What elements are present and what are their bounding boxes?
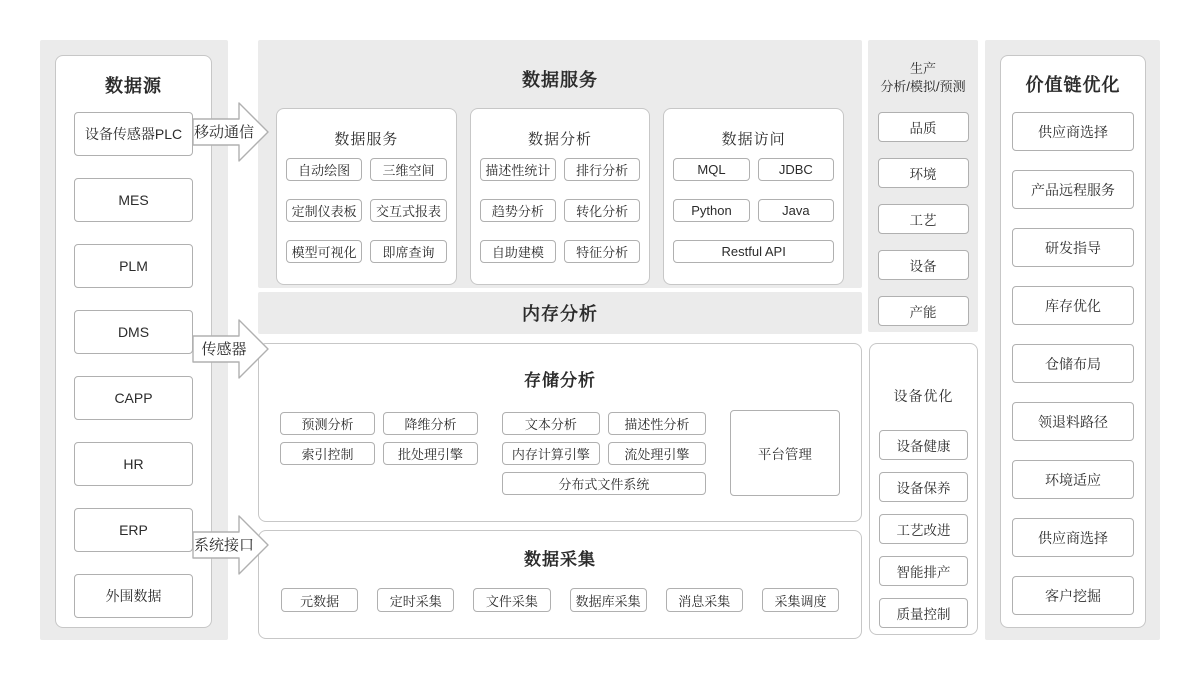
value-chain-node: 仓储布局: [1012, 344, 1134, 383]
production-title-line1: 生产: [909, 61, 936, 76]
data-source-node: HR: [74, 442, 193, 486]
analysis-node: 趋势分析: [480, 199, 556, 222]
storage-analysis-box: [258, 343, 862, 522]
collection-node: 元数据: [281, 588, 358, 612]
storage-node: 预测分析: [280, 412, 375, 435]
device-optimization-items: [870, 430, 977, 640]
storage-content: [259, 412, 861, 496]
value-chain-node: 领退料路径: [1012, 402, 1134, 441]
arrow-label: 移动通信: [193, 123, 254, 141]
data-source-node: 外围数据: [74, 574, 193, 618]
production-node: 设备: [878, 250, 969, 280]
device-optimization-box: [869, 343, 978, 635]
value-chain-node: 研发指导: [1012, 228, 1134, 267]
collection-title: 数据采集: [524, 550, 596, 569]
group-items: [286, 158, 447, 263]
access-node-wide: Restful API: [673, 240, 834, 263]
production-items: [868, 112, 978, 342]
data-sources-title: 数据源: [105, 76, 162, 96]
data-services-groups: [258, 108, 862, 285]
data-source-node: PLM: [74, 244, 193, 288]
value-chain-node: 产品远程服务: [1012, 170, 1134, 209]
group-items: [673, 158, 834, 263]
group-items: [480, 158, 641, 263]
collection-node: 数据库采集: [570, 588, 647, 612]
storage-node: 索引控制: [280, 442, 375, 465]
data-source-node: DMS: [74, 310, 193, 354]
value-chain-node: 库存优化: [1012, 286, 1134, 325]
data-sources-box: [55, 55, 212, 628]
production-analysis-panel: [868, 40, 978, 332]
service-node: 定制仪表板: [286, 199, 362, 222]
analysis-node: 特征分析: [564, 240, 640, 263]
storage-node: 文本分析: [502, 412, 600, 435]
data-services-panel: [258, 40, 862, 288]
analysis-node: 排行分析: [564, 158, 640, 181]
arrow-label: 传感器: [201, 340, 247, 358]
service-group-box: [276, 108, 457, 285]
analysis-node: 转化分析: [564, 199, 640, 222]
production-node: 产能: [878, 296, 969, 326]
access-node: JDBC: [758, 158, 834, 181]
data-source-node: CAPP: [74, 376, 193, 420]
arrow-system-interface: [192, 514, 270, 576]
data-collection-box: [258, 530, 862, 639]
analysis-node: 自助建模: [480, 240, 556, 263]
access-group-box: [663, 108, 844, 285]
production-node: 品质: [878, 112, 969, 142]
storage-node: 降维分析: [383, 412, 478, 435]
collection-node: 定时采集: [377, 588, 454, 612]
data-sources-list: [56, 112, 211, 640]
value-chain-node: 供应商选择: [1012, 518, 1134, 557]
storage-node: 描述性分析: [608, 412, 706, 435]
storage-node: 批处理引擎: [383, 442, 478, 465]
device-node: 质量控制: [879, 598, 968, 628]
value-chain-box: [1000, 55, 1146, 628]
service-node: 三维空间: [370, 158, 446, 181]
access-node: MQL: [673, 158, 749, 181]
value-chain-node: 环境适应: [1012, 460, 1134, 499]
collection-items: [281, 588, 839, 612]
arrow-sensor: [192, 318, 270, 380]
analysis-group-box: [470, 108, 651, 285]
storage-group-2: [502, 412, 706, 495]
service-node: 自动绘图: [286, 158, 362, 181]
collection-node: 消息采集: [666, 588, 743, 612]
data-source-node: ERP: [74, 508, 193, 552]
storage-group-1: [280, 412, 478, 465]
data-source-node: MES: [74, 178, 193, 222]
group-title: 数据服务: [334, 131, 399, 148]
value-chain-title: 价值链优化: [1025, 75, 1121, 95]
value-chain-node: 供应商选择: [1012, 112, 1134, 151]
collection-node: 采集调度: [762, 588, 839, 612]
device-node: 设备健康: [879, 430, 968, 460]
device-optimization-title: 设备优化: [893, 388, 954, 404]
production-node: 环境: [878, 158, 969, 188]
production-title-line2: 分析/模拟/预测: [880, 79, 966, 94]
storage-node: 内存计算引擎: [502, 442, 600, 465]
arrow-label: 系统接口: [193, 536, 254, 554]
access-node: Python: [673, 199, 749, 222]
production-node: 工艺: [878, 204, 969, 234]
arrow-mobile-comm: [192, 101, 270, 163]
data-services-title: 数据服务: [522, 70, 598, 90]
access-node: Java: [758, 199, 834, 222]
service-node: 模型可视化: [286, 240, 362, 263]
device-node: 智能排产: [879, 556, 968, 586]
value-chain-items: [1001, 112, 1145, 634]
service-node: 即席查询: [370, 240, 446, 263]
data-source-node: 设备传感器PLC: [74, 112, 193, 156]
group-title: 数据分析: [528, 131, 593, 148]
memory-analysis-band: 内存分析: [258, 292, 862, 334]
service-node: 交互式报表: [370, 199, 446, 222]
analysis-node: 描述性统计: [480, 158, 556, 181]
value-chain-node: 客户挖掘: [1012, 576, 1134, 615]
collection-node: 文件采集: [473, 588, 550, 612]
device-node: 工艺改进: [879, 514, 968, 544]
platform-management-box: 平台管理: [730, 410, 840, 496]
device-node: 设备保养: [879, 472, 968, 502]
storage-title: 存储分析: [524, 371, 596, 390]
storage-node-wide: 分布式文件系统: [502, 472, 706, 495]
group-title: 数据访问: [721, 131, 786, 148]
storage-node: 流处理引擎: [608, 442, 706, 465]
